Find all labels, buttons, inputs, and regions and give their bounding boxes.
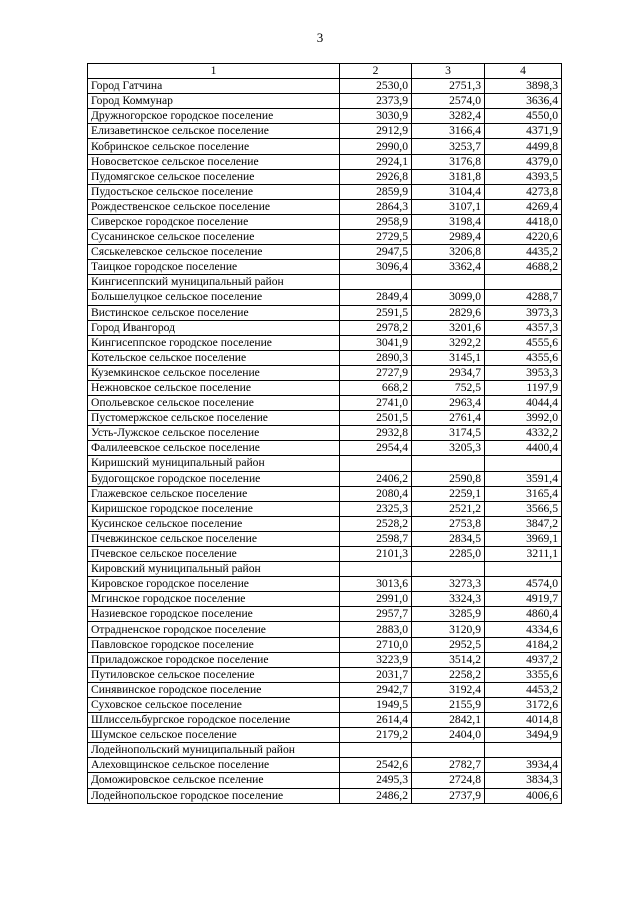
value-cell-3: 2934,7: [412, 365, 485, 380]
value-cell-3: 2751,3: [412, 79, 485, 94]
value-cell-4: 1197,9: [485, 380, 562, 395]
value-cell-2: 2598,7: [340, 531, 412, 546]
value-cell-3: 2782,7: [412, 758, 485, 773]
table-row: [88, 682, 562, 697]
value-cell-4: 4400,4: [485, 441, 562, 456]
value-cell-4: 4357,3: [485, 320, 562, 335]
value-cell-3: 3198,4: [412, 214, 485, 229]
value-cell-2: 2528,2: [340, 516, 412, 531]
value-cell-3: 2590,8: [412, 471, 485, 486]
value-cell-2: 3030,9: [340, 109, 412, 124]
value-cell-4: 3591,4: [485, 471, 562, 486]
value-cell-3: 2404,0: [412, 728, 485, 743]
table-row: [88, 667, 562, 682]
value-cell-4: 3898,3: [485, 79, 562, 94]
value-cell-2: 2501,5: [340, 411, 412, 426]
value-cell-4: 3566,5: [485, 501, 562, 516]
settlement-name-cell: Пустомержское сельское поселение: [88, 411, 340, 426]
value-cell-2: 3041,9: [340, 335, 412, 350]
value-cell-4: 4919,7: [485, 592, 562, 607]
table-row: [88, 743, 562, 758]
settlement-name-cell: Пудомягское сельское поселение: [88, 169, 340, 184]
table-row: [88, 169, 562, 184]
settlement-name-cell: Усть-Лужское сельское поселение: [88, 426, 340, 441]
value-cell-2: 2978,2: [340, 320, 412, 335]
value-cell-3: 3292,2: [412, 335, 485, 350]
value-cell-4: 4499,8: [485, 139, 562, 154]
value-cell-2: 2031,7: [340, 667, 412, 682]
value-cell-2: 2849,4: [340, 290, 412, 305]
table-row: [88, 320, 562, 335]
settlement-name-cell: Глажевское сельское поселение: [88, 486, 340, 501]
settlement-name-cell: Кингисеппское городское поселение: [88, 335, 340, 350]
settlement-name-cell: Фалилеевское сельское поселение: [88, 441, 340, 456]
table-row: [88, 214, 562, 229]
value-cell-3: 2259,1: [412, 486, 485, 501]
settlement-name-cell: Лодейнопольский муниципальный район: [88, 743, 340, 758]
value-cell-3: 2521,2: [412, 501, 485, 516]
value-cell-3: 3145,1: [412, 350, 485, 365]
value-cell-2: 2958,9: [340, 214, 412, 229]
table-row: [88, 471, 562, 486]
table-row: [88, 758, 562, 773]
table-row: [88, 335, 562, 350]
table-row: [88, 199, 562, 214]
table-row: [88, 396, 562, 411]
table-row: [88, 290, 562, 305]
settlement-name-cell: Пчевжинское сельское поселение: [88, 531, 340, 546]
settlement-name-cell: Город Коммунар: [88, 94, 340, 109]
value-cell-3: [412, 275, 485, 290]
value-cell-2: 2729,5: [340, 230, 412, 245]
value-cell-2: 3223,9: [340, 652, 412, 667]
value-cell-2: 2926,8: [340, 169, 412, 184]
value-cell-4: 3992,0: [485, 411, 562, 426]
value-cell-4: 4937,2: [485, 652, 562, 667]
settlement-name-cell: Доможировское сельское пселение: [88, 773, 340, 788]
settlement-name-cell: Новосветское сельское поселение: [88, 154, 340, 169]
value-cell-3: 3285,9: [412, 607, 485, 622]
value-cell-4: 3847,2: [485, 516, 562, 531]
settlement-name-cell: Пудостьское сельское поселение: [88, 184, 340, 199]
table-row: [88, 260, 562, 275]
table-row: [88, 184, 562, 199]
column-header-1: 1: [88, 64, 340, 79]
table-row: [88, 411, 562, 426]
settlement-name-cell: Киришский муниципальный район: [88, 456, 340, 471]
value-cell-2: 3096,4: [340, 260, 412, 275]
value-cell-3: 2753,8: [412, 516, 485, 531]
table-row: [88, 94, 562, 109]
value-cell-4: 4550,0: [485, 109, 562, 124]
value-cell-4: 4269,4: [485, 199, 562, 214]
value-cell-2: 2990,0: [340, 139, 412, 154]
table-row: [88, 79, 562, 94]
table-row: [88, 788, 562, 803]
value-cell-4: 4044,4: [485, 396, 562, 411]
page-number: 3: [316, 30, 324, 45]
value-cell-2: 2864,3: [340, 199, 412, 214]
table-row: [88, 426, 562, 441]
value-cell-2: 2614,4: [340, 713, 412, 728]
value-cell-4: 3953,3: [485, 365, 562, 380]
value-cell-4: 4379,0: [485, 154, 562, 169]
settlement-name-cell: Суховское сельское поселение: [88, 697, 340, 712]
settlement-name-cell: Дружногорское городское поселение: [88, 109, 340, 124]
value-cell-4: 4355,6: [485, 350, 562, 365]
settlement-name-cell: Город Ивангород: [88, 320, 340, 335]
table-row: [88, 607, 562, 622]
value-cell-4: 4435,2: [485, 245, 562, 260]
value-cell-2: 2325,3: [340, 501, 412, 516]
table-row: [88, 637, 562, 652]
value-cell-2: 2924,1: [340, 154, 412, 169]
settlement-name-cell: Пчевское сельское поселение: [88, 547, 340, 562]
value-cell-4: [485, 456, 562, 471]
value-cell-2: [340, 743, 412, 758]
value-cell-2: [340, 562, 412, 577]
table-row: [88, 728, 562, 743]
value-cell-4: 4860,4: [485, 607, 562, 622]
value-cell-4: 4006,6: [485, 788, 562, 803]
value-cell-3: 3282,4: [412, 109, 485, 124]
value-cell-3: 2963,4: [412, 396, 485, 411]
value-cell-4: 3834,3: [485, 773, 562, 788]
value-cell-3: 3206,8: [412, 245, 485, 260]
value-cell-2: 1949,5: [340, 697, 412, 712]
table-body: [88, 79, 562, 804]
value-cell-3: 2737,9: [412, 788, 485, 803]
value-cell-3: 3104,4: [412, 184, 485, 199]
value-cell-2: 2859,9: [340, 184, 412, 199]
settlement-name-cell: Будогощское городское поселение: [88, 471, 340, 486]
value-cell-2: [340, 275, 412, 290]
settlement-name-cell: Алеховщинское сельское поселение: [88, 758, 340, 773]
settlement-name-cell: Котельское сельское поселение: [88, 350, 340, 365]
table-row: [88, 486, 562, 501]
value-cell-4: 3934,4: [485, 758, 562, 773]
value-cell-4: [485, 275, 562, 290]
column-header-3: 3: [412, 64, 485, 79]
value-cell-2: 2710,0: [340, 637, 412, 652]
value-cell-3: 752,5: [412, 380, 485, 395]
table-row: [88, 562, 562, 577]
value-cell-2: 2080,4: [340, 486, 412, 501]
value-cell-3: 2574,0: [412, 94, 485, 109]
table-row: [88, 516, 562, 531]
value-cell-2: 2486,2: [340, 788, 412, 803]
settlement-name-cell: Сяськелевское сельское поселение: [88, 245, 340, 260]
value-cell-4: [485, 562, 562, 577]
settlement-name-cell: Павловское городское поселение: [88, 637, 340, 652]
value-cell-3: 3201,6: [412, 320, 485, 335]
value-cell-2: 2932,8: [340, 426, 412, 441]
column-header-4: 4: [485, 64, 562, 79]
value-cell-4: 4184,2: [485, 637, 562, 652]
value-cell-3: 3253,7: [412, 139, 485, 154]
value-cell-4: 4418,0: [485, 214, 562, 229]
value-cell-3: [412, 743, 485, 758]
value-cell-4: 4273,8: [485, 184, 562, 199]
table-row: [88, 592, 562, 607]
value-cell-4: 4220,6: [485, 230, 562, 245]
table-row: [88, 154, 562, 169]
settlement-name-cell: Сиверское городское поселение: [88, 214, 340, 229]
value-cell-2: 2495,3: [340, 773, 412, 788]
value-cell-3: 3166,4: [412, 124, 485, 139]
table-row: [88, 697, 562, 712]
value-cell-4: 3172,6: [485, 697, 562, 712]
settlement-name-cell: Отрадненское городское поселение: [88, 622, 340, 637]
value-cell-4: 4555,6: [485, 335, 562, 350]
value-cell-2: 2954,4: [340, 441, 412, 456]
value-cell-4: 3973,3: [485, 305, 562, 320]
table-row: [88, 365, 562, 380]
value-cell-4: 3636,4: [485, 94, 562, 109]
value-cell-4: 4453,2: [485, 682, 562, 697]
column-header-2: 2: [340, 64, 412, 79]
table-row: [88, 547, 562, 562]
value-cell-4: 4288,7: [485, 290, 562, 305]
data-table: [87, 63, 562, 804]
settlement-name-cell: Кировский муниципальный район: [88, 562, 340, 577]
value-cell-4: 4014,8: [485, 713, 562, 728]
value-cell-2: 2912,9: [340, 124, 412, 139]
value-cell-3: 3099,0: [412, 290, 485, 305]
value-cell-2: 2542,6: [340, 758, 412, 773]
value-cell-4: 4688,2: [485, 260, 562, 275]
value-cell-2: 2373,9: [340, 94, 412, 109]
value-cell-2: 2890,3: [340, 350, 412, 365]
settlement-name-cell: Кусинское сельское поселение: [88, 516, 340, 531]
value-cell-3: 3181,8: [412, 169, 485, 184]
value-cell-4: 3165,4: [485, 486, 562, 501]
value-cell-3: 3174,5: [412, 426, 485, 441]
settlement-name-cell: Таицкое городское поселение: [88, 260, 340, 275]
value-cell-4: [485, 743, 562, 758]
value-cell-3: [412, 562, 485, 577]
table-row: [88, 245, 562, 260]
settlement-name-cell: Нежновское сельское поселение: [88, 380, 340, 395]
value-cell-2: 668,2: [340, 380, 412, 395]
value-cell-4: 3211,1: [485, 547, 562, 562]
value-cell-3: 3273,3: [412, 577, 485, 592]
table-row: [88, 350, 562, 365]
value-cell-4: 3969,1: [485, 531, 562, 546]
value-cell-2: 2991,0: [340, 592, 412, 607]
settlement-name-cell: Куземкинское сельское поселение: [88, 365, 340, 380]
settlement-name-cell: Лодейнопольское городское поселение: [88, 788, 340, 803]
value-cell-4: 4393,5: [485, 169, 562, 184]
value-cell-3: 2285,0: [412, 547, 485, 562]
table-row: [88, 124, 562, 139]
table-row: [88, 380, 562, 395]
table-header-row: [88, 64, 562, 79]
value-cell-2: 2883,0: [340, 622, 412, 637]
value-cell-4: 3494,9: [485, 728, 562, 743]
value-cell-3: 3514,2: [412, 652, 485, 667]
settlement-name-cell: Кобринское сельское поселение: [88, 139, 340, 154]
value-cell-3: 2989,4: [412, 230, 485, 245]
settlement-name-cell: Приладожское городское поселение: [88, 652, 340, 667]
settlement-name-cell: Кингисеппский муниципальный район: [88, 275, 340, 290]
table-row: [88, 441, 562, 456]
table-row: [88, 456, 562, 471]
settlement-name-cell: Кировское городское поселение: [88, 577, 340, 592]
value-cell-2: 2101,3: [340, 547, 412, 562]
value-cell-3: 3107,1: [412, 199, 485, 214]
value-cell-3: 2258,2: [412, 667, 485, 682]
value-cell-2: 2947,5: [340, 245, 412, 260]
value-cell-2: [340, 456, 412, 471]
table-row: [88, 577, 562, 592]
table-row: [88, 305, 562, 320]
table-row: [88, 230, 562, 245]
table-row: [88, 275, 562, 290]
settlement-name-cell: Назиевское городское поселение: [88, 607, 340, 622]
settlement-name-cell: Киришское городское поселение: [88, 501, 340, 516]
table-row: [88, 713, 562, 728]
value-cell-3: 3176,8: [412, 154, 485, 169]
value-cell-2: 2727,9: [340, 365, 412, 380]
table-row: [88, 773, 562, 788]
settlement-name-cell: Синявинское городское поселение: [88, 682, 340, 697]
value-cell-2: 2741,0: [340, 396, 412, 411]
value-cell-2: 2942,7: [340, 682, 412, 697]
value-cell-3: 3120,9: [412, 622, 485, 637]
table-row: [88, 139, 562, 154]
settlement-name-cell: Рождественское сельское поселение: [88, 199, 340, 214]
table-row: [88, 501, 562, 516]
value-cell-3: 3324,3: [412, 592, 485, 607]
value-cell-3: 2829,6: [412, 305, 485, 320]
value-cell-4: 4574,0: [485, 577, 562, 592]
value-cell-3: 2724,8: [412, 773, 485, 788]
table-row: [88, 622, 562, 637]
value-cell-3: 2155,9: [412, 697, 485, 712]
value-cell-3: 2952,5: [412, 637, 485, 652]
settlement-name-cell: Шлиссельбургское городское поселение: [88, 713, 340, 728]
value-cell-3: 2842,1: [412, 713, 485, 728]
value-cell-2: 2957,7: [340, 607, 412, 622]
settlement-name-cell: Мгинское городское поселение: [88, 592, 340, 607]
settlement-name-cell: Елизаветинское сельское поселение: [88, 124, 340, 139]
value-cell-4: 4334,6: [485, 622, 562, 637]
table-row: [88, 109, 562, 124]
value-cell-4: 4371,9: [485, 124, 562, 139]
table-row: [88, 652, 562, 667]
value-cell-2: 2179,2: [340, 728, 412, 743]
settlement-name-cell: Путиловское сельское поселение: [88, 667, 340, 682]
value-cell-2: 2406,2: [340, 471, 412, 486]
settlement-name-cell: Город Гатчина: [88, 79, 340, 94]
settlement-name-cell: Шумское сельское поселение: [88, 728, 340, 743]
value-cell-3: 3362,4: [412, 260, 485, 275]
value-cell-3: 2761,4: [412, 411, 485, 426]
value-cell-2: 2591,5: [340, 305, 412, 320]
value-cell-4: 3355,6: [485, 667, 562, 682]
value-cell-3: [412, 456, 485, 471]
settlement-name-cell: Вистинское сельское поселение: [88, 305, 340, 320]
value-cell-4: 4332,2: [485, 426, 562, 441]
value-cell-3: 2834,5: [412, 531, 485, 546]
table-row: [88, 531, 562, 546]
settlement-name-cell: Опольевское сельское поселение: [88, 396, 340, 411]
value-cell-2: 2530,0: [340, 79, 412, 94]
value-cell-3: 3205,3: [412, 441, 485, 456]
settlement-name-cell: Большелуцкое сельское поселение: [88, 290, 340, 305]
settlement-name-cell: Сусанинское сельское поселение: [88, 230, 340, 245]
value-cell-3: 3192,4: [412, 682, 485, 697]
value-cell-2: 3013,6: [340, 577, 412, 592]
